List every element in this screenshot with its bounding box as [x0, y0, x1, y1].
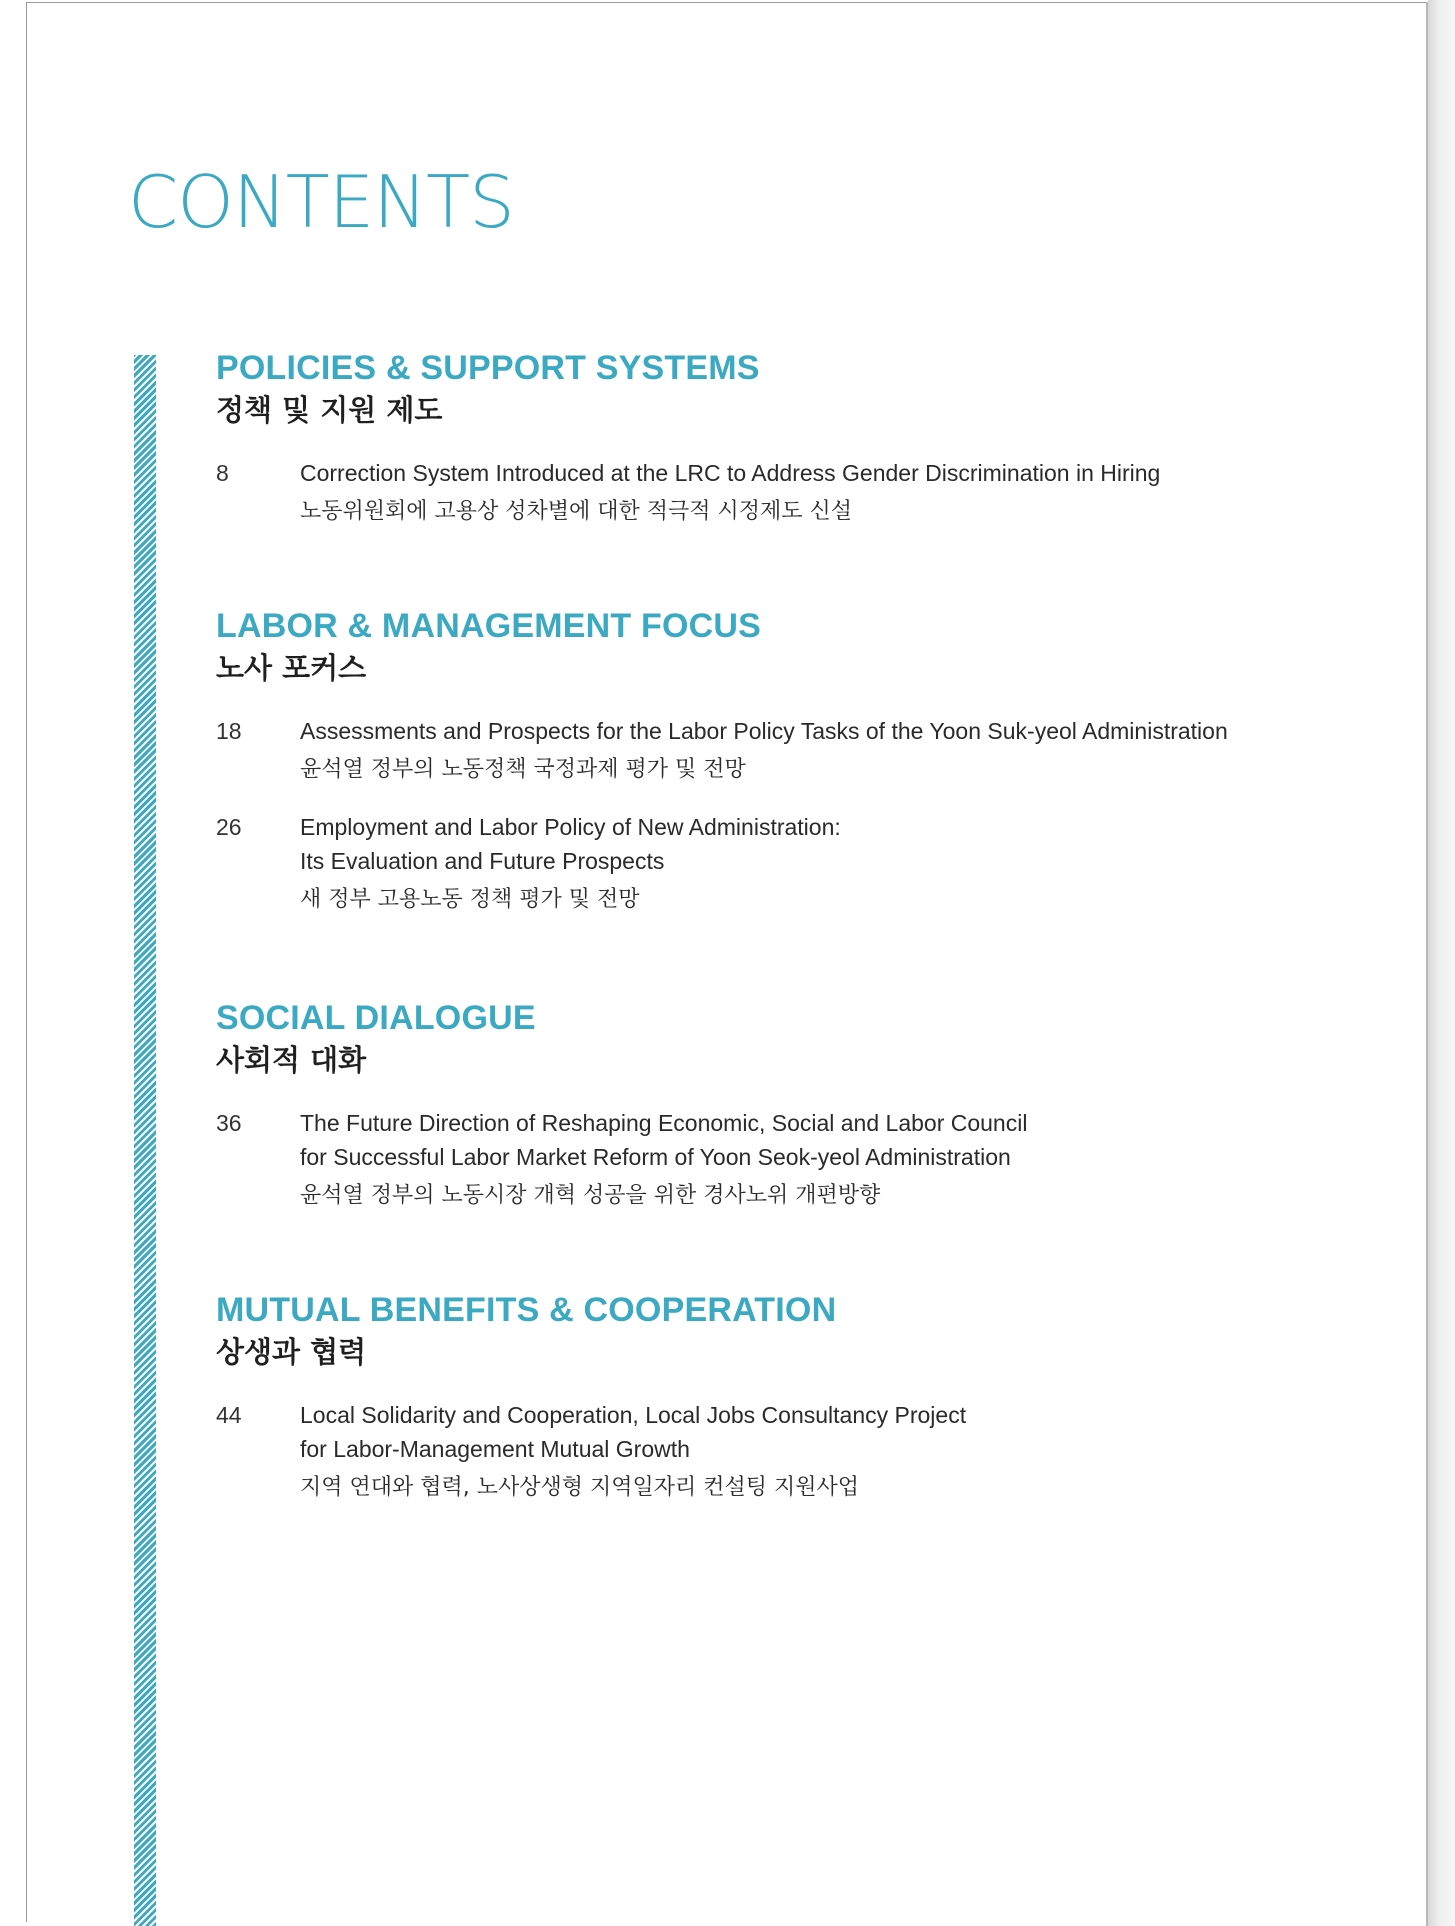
toc-entry-title-ko: 윤석열 정부의 노동정책 국정과제 평가 및 전망 — [300, 757, 746, 782]
decorative-stripe-bar — [134, 355, 156, 1926]
section-mutual-benefits-cooperation — [216, 1290, 966, 1504]
toc-entry[interactable] — [216, 1106, 1027, 1212]
toc-entry[interactable] — [216, 456, 1160, 528]
section-heading-ko: 사회적 대화 — [216, 1043, 367, 1077]
section-heading-ko: 노사 포커스 — [216, 651, 367, 685]
toc-entry[interactable] — [216, 714, 1228, 786]
toc-entry-title-ko: 지역 연대와 협력, 노사상생형 지역일자리 컨설팅 지원사업 — [300, 1475, 860, 1500]
page-shadow — [1428, 0, 1455, 1926]
toc-page-number: 8 — [216, 460, 229, 486]
document-page — [26, 2, 1428, 1922]
toc-page-number: 18 — [216, 718, 242, 744]
toc-entry-title-en: The Future Direction of Reshaping Economic, Social and Labor Council for Successful Labor Market Reform of Yoon Seok-yeol Administration — [300, 1110, 1028, 1170]
toc-entry-title-en: Local Solidarity and Cooperation, Local Jobs Consultancy Project for Labor-Management Mutual Growth — [300, 1402, 967, 1462]
section-labor-management-focus — [216, 606, 1228, 916]
toc-entry[interactable] — [216, 810, 1228, 916]
toc-entry-title-en: Employment and Labor Policy of New Administration: Its Evaluation and Future Prospects — [300, 814, 841, 874]
toc-entry-title-ko: 윤석열 정부의 노동시장 개혁 성공을 위한 경사노위 개편방향 — [300, 1183, 881, 1208]
section-heading-en: MUTUAL BENEFITS & COOPERATION — [216, 1291, 837, 1329]
toc-page-number: 26 — [216, 814, 242, 840]
section-policies-support-systems — [216, 348, 1160, 528]
section-heading-en: LABOR & MANAGEMENT FOCUS — [216, 607, 761, 645]
section-heading-ko: 정책 및 지원 제도 — [216, 393, 443, 427]
toc-page-number: 36 — [216, 1110, 242, 1136]
toc-page-number: 44 — [216, 1402, 242, 1428]
section-social-dialogue — [216, 998, 1027, 1212]
toc-entry-title-en: Correction System Introduced at the LRC to Address Gender Discrimination in Hiring — [300, 460, 1161, 486]
toc-entry[interactable] — [216, 1398, 966, 1504]
section-heading-en: SOCIAL DIALOGUE — [216, 999, 536, 1037]
toc-entry-title-en: Assessments and Prospects for the Labor Policy Tasks of the Yoon Suk-yeol Administration — [300, 718, 1228, 744]
toc-entry-title-ko: 새 정부 고용노동 정책 평가 및 전망 — [300, 887, 640, 912]
toc-entry-title-ko: 노동위원회에 고용상 성차별에 대한 적극적 시정제도 신설 — [300, 499, 853, 524]
section-heading-ko: 상생과 협력 — [216, 1335, 367, 1369]
section-heading-en: POLICIES & SUPPORT SYSTEMS — [216, 349, 760, 387]
contents-title: CONTENTS — [128, 160, 514, 244]
